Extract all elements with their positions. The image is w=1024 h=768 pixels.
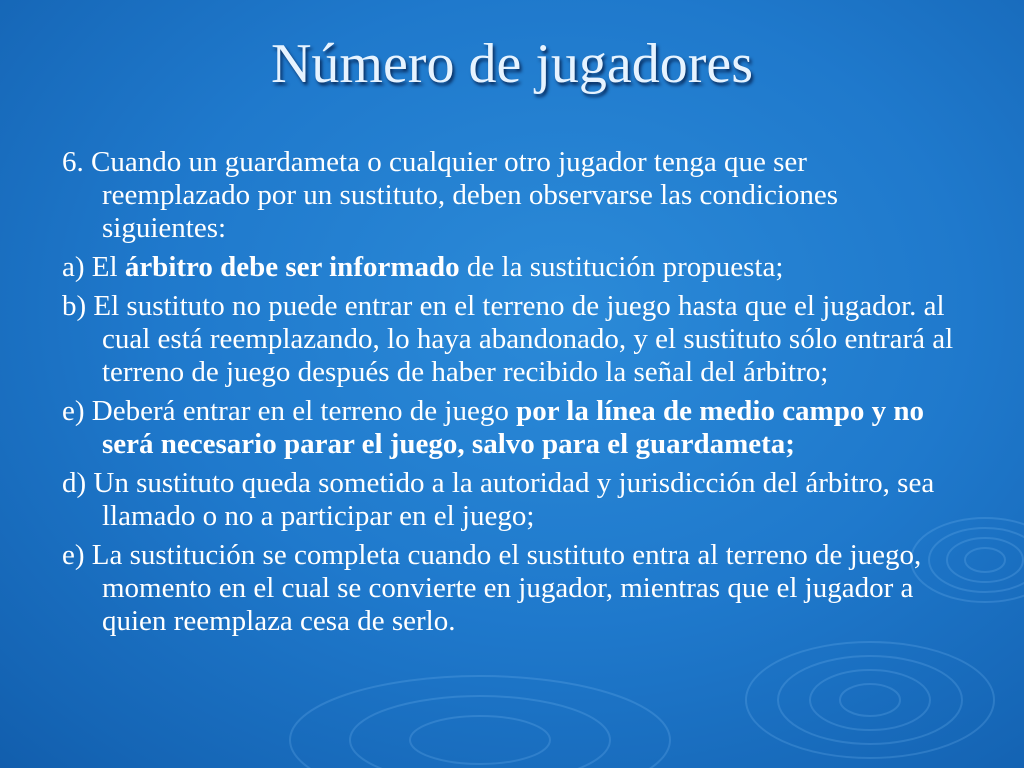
paragraph-e-first-emphasis: por la línea de medio campo y no será necesario parar el juego, salvo para el guardameta;	[102, 395, 924, 460]
paragraph-e-last-text: e) La sustitución se completa cuando el sustituto entra al terreno de juego, momento en el cual se convierte en jugador, mientras que el jugador a quien reemplaza cesa de serlo.	[62, 539, 922, 637]
paragraph-d-text: d) Un sustituto queda sometido a la autoridad y jurisdicción del árbitro, sea llamado o no a participar en el juego;	[62, 467, 935, 532]
paragraph-e-first	[62, 395, 962, 461]
paragraph-intro-text: 6. Cuando un guardameta o cualquier otro jugador tenga que ser reemplazado por un sustituto, deben observarse las condiciones siguientes:	[62, 146, 839, 244]
paragraph-a-emphasis: árbitro debe ser informado	[124, 251, 460, 283]
paragraph-e-last	[62, 539, 962, 638]
paragraph-b-text: b) El sustituto no puede entrar en el terreno de juego hasta que el jugador. al cual está reemplazando, lo haya abandonado, y el sustituto sólo entrará al terreno de juego después de haber recibido la señal del árbitro;	[62, 290, 954, 388]
paragraph-intro	[62, 146, 962, 245]
paragraph-d	[62, 467, 962, 533]
paragraph-a-text-end: de la sustitución propuesta;	[459, 251, 784, 283]
paragraph-a-text: a) El	[62, 251, 125, 283]
paragraph-b	[62, 290, 962, 389]
paragraph-a	[62, 251, 962, 284]
slide-title: Número de jugadores	[270, 33, 754, 95]
slide-body	[62, 146, 962, 644]
paragraph-e-first-text: e) Deberá entrar en el terreno de juego	[62, 395, 517, 427]
